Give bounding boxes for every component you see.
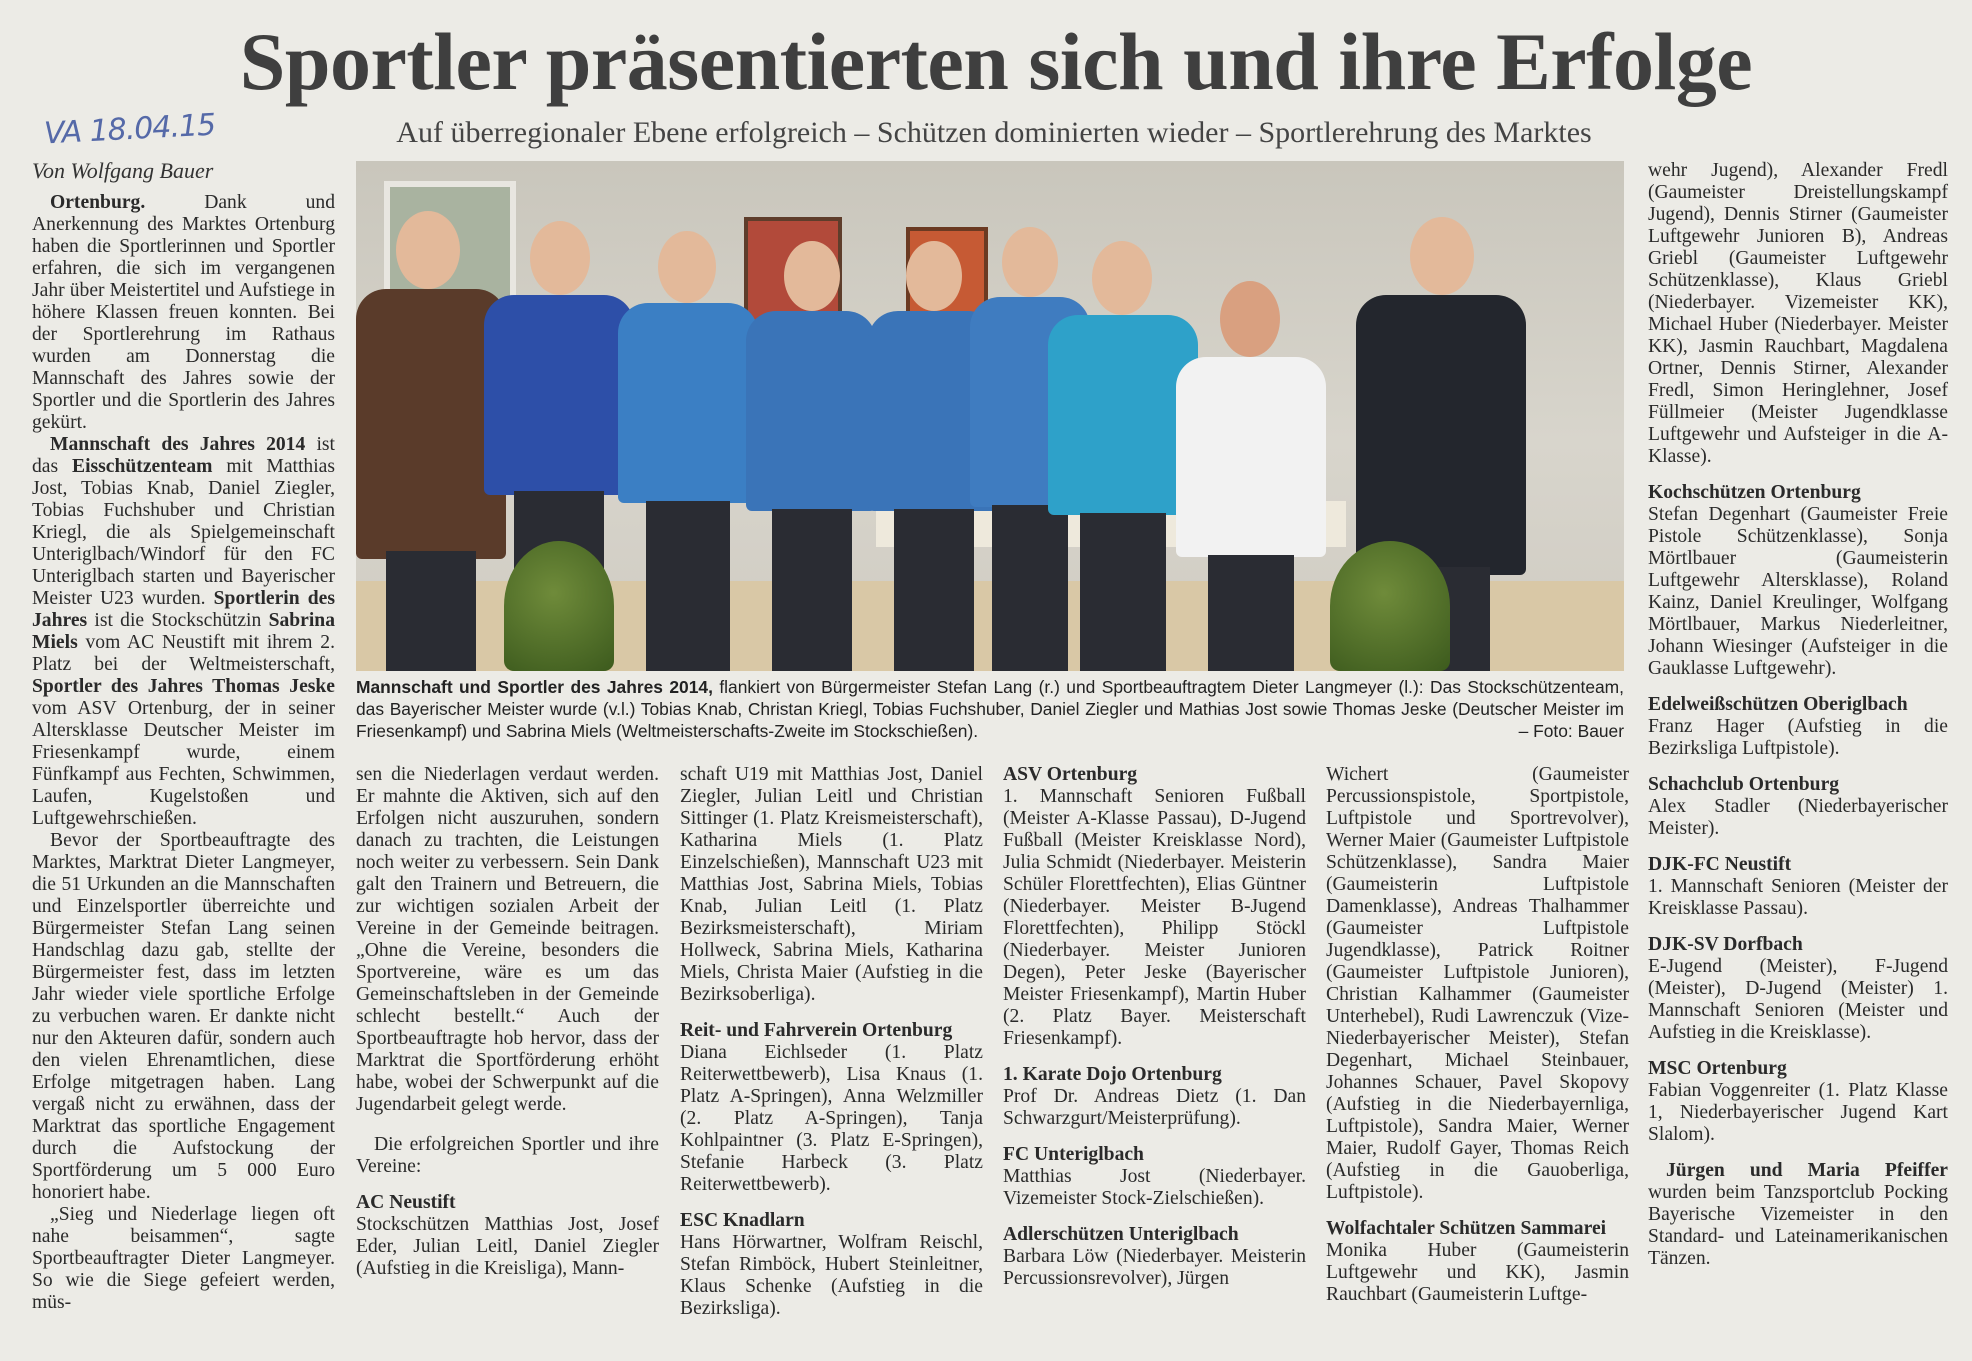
club-heading: 1. Karate Dojo Ortenburg <box>1003 1064 1222 1085</box>
person-3 <box>618 231 758 671</box>
subheadline: Auf überregionaler Ebene erfolgreich – Schützen dominierten wieder – Sportlerehrung des Marktes <box>396 116 1592 149</box>
club-results: Alex Stadler (Niederbayerischer Meister). <box>1648 796 1948 839</box>
photo-plant <box>504 541 614 671</box>
club-results: Matthias Jost (Niederbayer. Vizemeister Stock-Zielschießen). <box>1003 1166 1306 1209</box>
body-text: vom AC Neustift mit ihrem 2. Platz bei der Weltmeisterschaft, <box>32 632 335 675</box>
club-results: wehr Jugend), Alexander Fredl (Gaumeister Dreistellungskampf Jugend), Dennis Stirner (Gaumeister Luftgewehr Junioren B), Andreas Griebl (Gaumeister Luftgewehr Schützenklasse), Klaus Griebl (Niederbayer. Vizemeister KK), Michael Huber (Niederbayer. Meister KK), Jasmin Rauchbart, Magdalena Ortner, Dennis Stirner, Alexander Fredl, Simon Heringlehner, Josef Füllmeier (Meister Jugendklasse Luftgewehr und Aufsteiger in die A-Klasse). <box>1648 160 1948 467</box>
group-photo <box>356 161 1624 671</box>
headline: Sportler präsentierten sich und ihre Erfolge <box>239 16 1753 107</box>
club-results: Barbara Löw (Niederbayer. Meisterin Percussionsrevolver), Jürgen <box>1003 1246 1306 1289</box>
club-results: Fabian Voggenreiter (1. Platz Klasse 1, Niederbayerischer Jugend Kart Slalom). <box>1648 1080 1948 1145</box>
club-results: Diana Eichlseder (1. Platz Reiterwettbewerb), Lisa Knaus (1. Platz A-Springen), Anna Welzmiller (2. Platz A-Springen), Tanja Kohlpaintner (3. Platz E-Springen), Stefanie Harbeck (3. Platz Reiterwettbewerb). <box>680 1042 983 1195</box>
column-2 <box>356 764 659 1280</box>
body-paragraph: Bevor der Sportbeauftragte des Marktes, Marktrat Dieter Langmeyer, die 51 Urkunden an die Mannschaften und Einzelsportler überreichte und Bürgermeister Stefan Lang seinen Handschlag dazu gab, stellte der Bürgermeister fest, dass im letzten Jahr wieder viele sportliche Erfolge zu verbuchen waren. Er dankte nicht nur den Akteuren dafür, sondern auch den vielen Ehrenamtlichen, diese Erfolge mitgetragen haben. Lang vergaß nicht zu erwähnen, dass der Marktrat das sportliche Engagement durch die Aufstockung der Sportförderung um 5 000 Euro honoriert habe. <box>32 830 335 1203</box>
body-paragraph: Die erfolgreichen Sportler und ihre Vereine: <box>356 1134 659 1177</box>
body-paragraph: „Sieg und Niederlage liegen oft nahe beisammen“, sagte Sportbeauftragter Dieter Langmeyer. So wie die Siege gefeiert werden, müs- <box>32 1204 335 1313</box>
club-heading: DJK-FC Neustift <box>1648 854 1792 875</box>
club-results: schaft U19 mit Matthias Jost, Daniel Ziegler, Julian Leitl und Christian Sittinger (1. Platz Kreismeisterschaft), Katharina Miels (1. Platz Einzelschießen), Mannschaft U23 mit Matthias Jost, Sabrina Miels, Tobias Knab, Julian Leitl (1. Platz Bezirksmeisterschaft), Miriam Hollweck, Sabrina Miels, Katharina Miels, Christa Maier (Aufstieg in die Bezirksoberliga). <box>680 764 983 1005</box>
column-3 <box>680 764 983 1320</box>
person-8 <box>1176 281 1326 671</box>
column-6 <box>1648 160 1948 1270</box>
club-results: Monika Huber (Gaumeisterin Luftgewehr und KK), Jasmin Rauchbart (Gaumeisterin Luftge- <box>1326 1240 1629 1305</box>
byline: Von Wolfgang Bauer <box>32 158 214 183</box>
body-paragraph: sen die Niederlagen verdaut werden. Er mahnte die Aktiven, sich auf den Erfolgen nicht auszuruhen, sondern danach zu trachten, die Leistungen noch weiter zu verbessern. Sein Dank galt den Trainern und Betreuern, die zur wichtigen sozialen Arbeit der Vereine in der Gemeinde beitragen. „Ohne die Vereine, besonders die Sportvereine, wäre es um das Gemeinschaftsleben in der Gemeinde schlecht bestellt.“ Auch der Sportbeauftragte hob hervor, dass der Marktrat die Sportförderung erhöht habe, wobei der Schwerpunkt auf die Jugendarbeit gelegt werde. <box>356 764 659 1115</box>
club-results: E-Jugend (Meister), F-Jugend (Meister), D-Jugend (Meister) 1. Mannschaft Senioren (Meister und Aufstieg in die Kreisklasse). <box>1648 956 1948 1043</box>
club-results: Franz Hager (Aufstieg in die Bezirksliga Luftpistole). <box>1648 716 1948 759</box>
body-text: ist das <box>32 434 335 477</box>
body-text: vom ASV Ortenburg, der in seiner Altersklasse Deutscher Meister im Friesenkampf wurde, einem Fünfkampf aus Fechten, Schwimmen, Laufen, Kugelstoßen und Luftgewehrschießen. <box>32 698 335 829</box>
bold-phrase: Sabrina Miels <box>32 610 335 653</box>
column-1 <box>32 192 335 1314</box>
bold-phrase: Sportlerin des Jahres <box>32 588 335 631</box>
club-results: Wichert (Gaumeister Percussionspistole, Sportpistole, Luftpistole und Sportrevolver), Werner Maier (Gaumeister Luftpistole Schützenklasse), Sandra Maier (Gaumeisterin Luftpistole Damenklasse), Andreas Thalhammer (Gaumeister Luftpistole Jugendklasse), Patrick Roitner (Gaumeister Luftpistole Junioren), Christian Kalhammer (Gaumeister Unterhebel), Rudi Lawrenczuk (Vize-Niederbayerischer Meister), Stefan Degenhart, Michael Steinbauer, Johannes Schauer, Pavel Skopovy (Aufstieg in die Niederbayernliga, Luftpistole), Sandra Maier, Werner Maier, Rudolf Gayer, Thomas Reich (Aufstieg in die Gauoberliga, Luftpistole). <box>1326 764 1629 1203</box>
photo-caption <box>356 676 1624 742</box>
club-heading: Schachclub Ortenburg <box>1648 774 1840 795</box>
photo-plant <box>1330 541 1450 671</box>
photo-credit: – Foto: Bauer <box>1518 721 1624 741</box>
club-heading: Reit- und Fahrverein Ortenburg <box>680 1020 953 1041</box>
club-heading: Wolfachtaler Schützen Sammarei <box>1326 1218 1607 1239</box>
column-4 <box>1003 764 1306 1290</box>
club-heading: AC Neustift <box>356 1192 456 1213</box>
club-heading: Adlerschützen Unteriglbach <box>1003 1224 1239 1245</box>
club-results: Stockschützen Matthias Jost, Josef Eder, Julian Leitl, Daniel Ziegler (Aufstieg in die Kreisliga), Mann- <box>356 1214 659 1279</box>
person-4 <box>746 241 876 671</box>
bold-phrase: Eisschützenteam <box>72 456 213 477</box>
club-results: 1. Mannschaft Senioren (Meister der Kreisklasse Passau). <box>1648 876 1948 919</box>
club-results: Hans Hörwartner, Wolfram Reischl, Stefan Rimböck, Hubert Steinleitner, Klaus Schenke (Aufstieg in die Bezirksliga). <box>680 1232 983 1319</box>
club-heading: Kochschützen Ortenburg <box>1648 482 1861 503</box>
club-heading: MSC Ortenburg <box>1648 1058 1787 1079</box>
club-heading: Edelweißschützen Oberiglbach <box>1648 694 1908 715</box>
bold-phrase: Sportler des Jahres Thomas Jeske <box>32 676 335 697</box>
club-heading: ASV Ortenburg <box>1003 764 1138 785</box>
body-text: mit Matthias Jost, Tobias Knab, Daniel Ziegler, Tobias Fuchshuber und Christian Kriegl, die als Spielgemeinschaft Unteriglbach/Windorf für den FC Unteriglbach starten und Bayerischer Meister U23 wurden. <box>32 456 335 609</box>
club-heading: DJK-SV Dorfbach <box>1648 934 1803 955</box>
caption-text: flankiert von Bürgermeister Stefan Lang (r.) und Sportbeauftragtem Dieter Langmeyer (l.): Das Stockschützenteam, das Bayerischer Meister wurde (v.l.) Tobias Knab, Christan Kriegl, Tobias Fuchshuber, Daniel Ziegler und Mathias Jost sowie Thomas Jeske (Deutscher Meister im Friesenkampf) und Sabrina Miels (Weltmeisterschafts-Zweite im Stockschießen). <box>356 677 1624 741</box>
body-text: wurden beim Tanzsportclub Pocking Bayerische Vizemeister in den Standard- und Lateinamerikanischen Tänzen. <box>1648 1182 1948 1269</box>
caption-lead: Mannschaft und Sportler des Jahres 2014, <box>356 677 713 697</box>
bold-phrase: Mannschaft des Jahres 2014 <box>50 434 306 455</box>
club-heading: ESC Knadlarn <box>680 1210 805 1231</box>
bold-phrase: Jürgen und Maria Pfeiffer <box>1666 1160 1948 1181</box>
dateline: Ortenburg. <box>50 192 146 213</box>
body-text: ist die Stockschützin <box>87 610 269 631</box>
column-5 <box>1326 764 1629 1306</box>
club-results: 1. Mannschaft Senioren Fußball (Meister A-Klasse Passau), D-Jugend Fußball (Meister Kreisklasse Nord), Julia Schmidt (Niederbayer. Meisterin Schüler Florettfechten), Elias Güntner (Niederbayer. Meister B-Jugend Florettfechten), Philipp Stöckl (Niederbayer. Meister Junioren Degen), Peter Jeske (Bayerischer Meister Friesenkampf), Martin Huber (2. Platz Bayer. Meisterschaft Friesenkampf). <box>1003 786 1306 1049</box>
club-results: Stefan Degenhart (Gaumeister Freie Pistole Schützenklasse), Sonja Mörtlbauer (Gaumeisterin Luftgewehr Altersklasse), Roland Kainz, Daniel Kreulinger, Wolfgang Mörtlbauer, Markus Niederleitner, Johann Wiesinger (Aufsteiger in die Gauklasse Luftgewehr). <box>1648 504 1948 679</box>
club-heading: FC Unteriglbach <box>1003 1144 1144 1165</box>
intro-text: Dank und Anerkennung des Marktes Ortenburg haben die Sportlerinnen und Sportler erfahren, die sich im vergangenen Jahr über Meistertitel und Aufstiege in höhere Klassen freuen konnten. Bei der Sportlerehrung im Rathaus wurden am Donnerstag die Mannschaft des Jahres sowie der Sportler und die Sportlerin des Jahres gekürt. <box>32 192 335 433</box>
handwritten-date-note: VA 18.04.15 <box>43 107 216 152</box>
club-results: Prof Dr. Andreas Dietz (1. Dan Schwarzgurt/Meisterprüfung). <box>1003 1086 1306 1129</box>
